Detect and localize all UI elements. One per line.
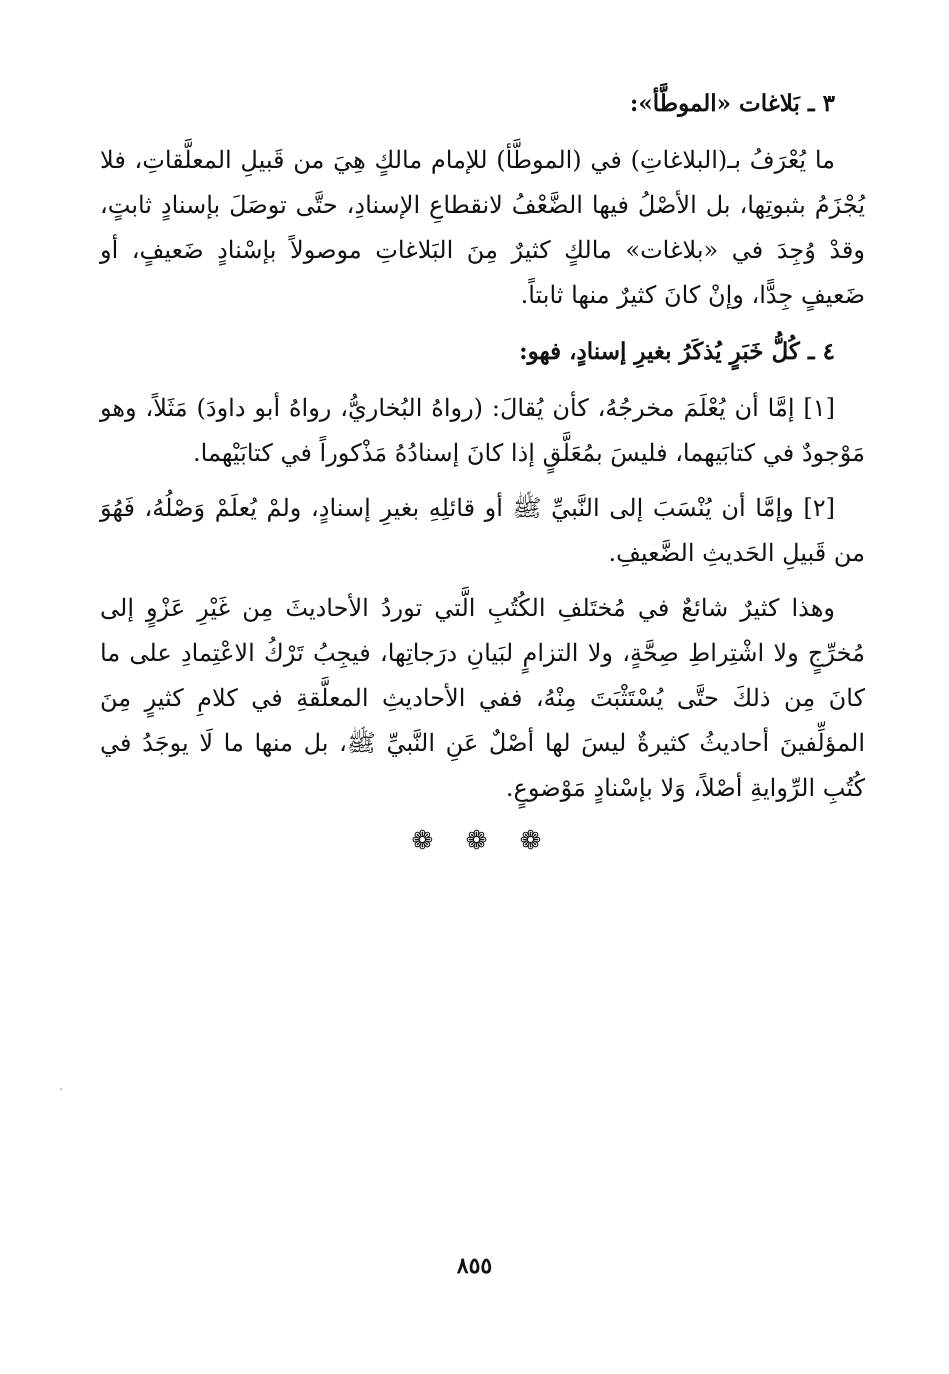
section-4-item-2: [٢] وإمَّا أن يُنْسَبَ إلى النَّبيِّ ﷺ أو قائلِهِ بغيرِ إسنادٍ، ولمْ يُعلَمْ وَصْلُهُ، فَهُوَ من قَبيلِ الحَديثِ الضَّعيفِ. xyxy=(100,494,865,567)
section-3-heading: ٣ ـ بَلاغات «الموطَّأ»: xyxy=(629,90,835,117)
section-end-ornament-icon: ❁ ❁ ❁ xyxy=(411,826,554,856)
section-4-paragraph: وهذا كثيرٌ شائعٌ في مُختَلفِ الكُتُبِ الَّتي توردُ الأحاديثَ مِن غَيْرِ عَزْوٍ إلى مُخرِّجٍ ولا اشْتِراطِ صِحَّةٍ، ولا التزامٍ لبَيانِ درَجاتِها، فيجِبُ تَرْكُ الاعْتِمادِ على ما كانَ مِن ذلكَ حتَّى يُسْتَثْبَتَ مِنْهُ، ففي الأحاديثِ المعلَّقةِ في كلامِ كثيرٍ مِنَ المؤلِّفينَ أحاديثُ كثيرةٌ ليسَ لها أصْلٌ عَنِ النَّبيِّ ﷺ، بل منها ما لَا يوجَدُ في كُتُبِ الرِّوايةِ أصْلاً، وَلا بإسْنادٍ مَوْضوعٍ. xyxy=(100,594,865,802)
page-body xyxy=(100,80,865,861)
scan-dot xyxy=(60,1088,62,1090)
section-3-paragraph: ما يُعْرَفُ بـ(البلاغاتِ) في (الموطَّأ) للإمام مالكٍ هِيَ من قَبيلِ المعلَّقاتِ، فلا يُجْزَمُ بثبوتِها، بل الأصْلُ فيها الضَّعْفُ لانقطاعِ الإسنادِ، حتَّى توصَلَ بإسنادٍ ثابتٍ، وقدْ وُجِدَ في «بلاغات» مالكٍ كثيرٌ مِنَ البَلاغاتِ موصولاً بإسْنادٍ ضَعيفٍ، أو ضَعيفٍ جِدًّا، وإنْ كانَ كثيرٌ منها ثابتاً. xyxy=(100,146,865,309)
page-number: ٨٥٥ xyxy=(456,1253,493,1279)
section-4-item-1: [١] إمَّا أن يُعْلَمَ مخرجُهُ، كأن يُقالَ: (رواهُ البُخاريُّ، رواهُ أبو داودَ) مَثَلاً، وهو مَوْجودٌ في كتابَيهما، فليسَ بمُعَلَّقٍ إذا كانَ إسنادُهُ مَذْكوراً في كتابَيْهما. xyxy=(100,394,865,467)
section-4-heading: ٤ ـ كُلُّ خَبَرٍ يُذكَرُ بغيرِ إسنادٍ، فهو: xyxy=(519,338,835,365)
